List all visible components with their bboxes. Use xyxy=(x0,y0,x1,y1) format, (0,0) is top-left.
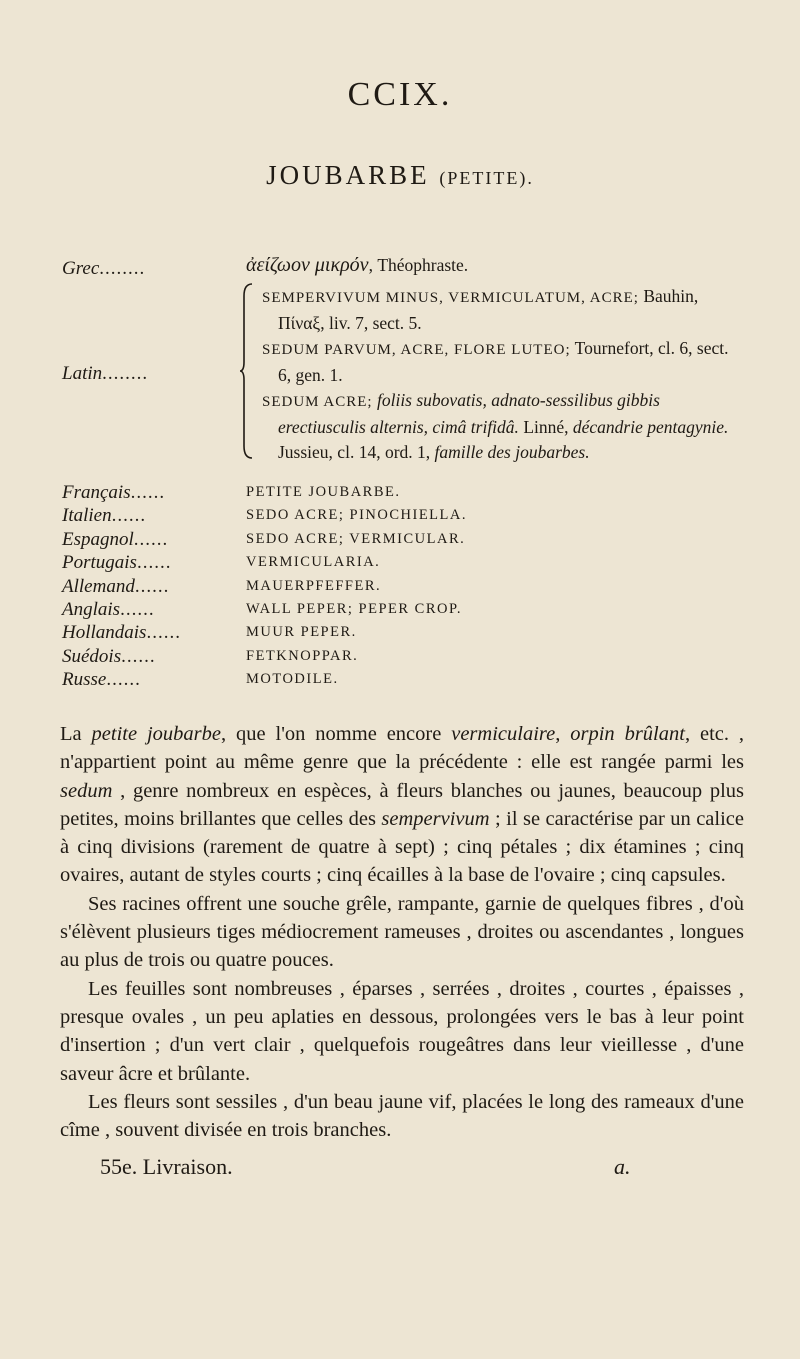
signature-mark: a. xyxy=(614,1154,631,1179)
latin-entry-italic: foliis subovatis, adnato-sessilibus gibbis erectiusculis alternis, cimâ trifidâ. xyxy=(278,390,660,437)
latin-entry-caps: SEMPERVIVUM MINUS, VERMICULATUM, ACRE; xyxy=(262,290,639,306)
vernacular-language: Allemand xyxy=(62,575,135,597)
title-qualifier: (PETITE). xyxy=(439,168,534,188)
latin-entry-italic: décandrie pentagynie. xyxy=(572,417,729,437)
paragraph xyxy=(60,890,744,975)
livraison-note: 55e. Livraison. xyxy=(100,1154,233,1179)
italic-term: sempervivum xyxy=(381,807,490,830)
vernacular-label-row: Hollandais...... xyxy=(62,622,181,644)
vernacular-language: Anglais xyxy=(62,599,121,620)
page-title xyxy=(0,160,800,191)
vernacular-name: MUUR PEPER. xyxy=(246,624,357,641)
plate-number: CCIX. xyxy=(347,76,453,113)
latin-entry-caps: SEDUM ACRE; xyxy=(262,394,373,410)
paragraph-text: Les feuilles sont nombreuses , éparses , serrées , droites , courtes , épaisses , presque ovales , un peu aplaties en dessous, prolongées vers le bas à leur point d'insertion ; d'un vert clair , quelquefois rougeâtres dans leur vieillesse , d'une saveur âcre et brûlante. xyxy=(60,977,744,1085)
vernacular-language: Portugais xyxy=(62,552,137,574)
greek-authority: Théophraste. xyxy=(377,255,469,275)
paragraph xyxy=(60,720,744,890)
greek-name: ἀείζωον μικρόν xyxy=(246,254,369,276)
vernacular-label-row: Russe...... xyxy=(62,669,141,691)
greek-value: ἀείζωον μικρόν, Théophraste. xyxy=(246,254,469,276)
latin-entry xyxy=(262,336,742,388)
latin-entry-text: Linné, xyxy=(518,417,573,437)
latin-entry xyxy=(262,388,742,465)
vernacular-label-row: Espagnol...... xyxy=(62,528,169,550)
paragraph-text: Les fleurs sont sessiles , d'un beau jaune vif, placées le long des rameaux d'une cîme , souvent divisée en trois branches. xyxy=(60,1090,744,1142)
italic-term: orpin brûlant xyxy=(570,723,685,745)
vernacular-language: Hollandais xyxy=(62,622,147,644)
vernacular-label-row: Français...... xyxy=(62,482,166,503)
italic-term: petite joubarbe xyxy=(91,723,221,745)
latin-entry-text: Bauhin, Πίναξ, liv. 7, sect. 5. xyxy=(278,286,699,333)
paragraph-text: , genre nombreux en espèces, à fleurs blanches ou jaunes, beaucoup plus petites, moins brillantes que celles des xyxy=(60,779,744,830)
latin-label: Latin xyxy=(62,363,103,384)
paragraph-text: ; il se caractérise par un calice à cinq divisions (rarement de quatre à sept) ; cinq pétales ; dix étamines ; cinq ovaires, autant de styles courts ; cinq écailles à la base de l'ovaire ; cinq capsules. xyxy=(60,807,744,887)
vernacular-label-row: Italien...... xyxy=(62,505,147,527)
latin-entry-text: Jussieu, cl. 14, ord. 1, xyxy=(278,442,435,462)
description-text xyxy=(60,720,744,1144)
vernacular-language: Suédois xyxy=(62,645,122,667)
latin-entry xyxy=(262,284,742,336)
latin-entry-italic: famille des joubarbes. xyxy=(434,442,590,462)
vernacular-name: MOTODILE. xyxy=(246,671,339,688)
italic-term: sedum xyxy=(60,779,113,802)
vernacular-label-row: Portugais...... xyxy=(62,552,172,574)
vernacular-name: WALL PEPER; PEPER CROP. xyxy=(246,601,463,617)
vernacular-name: VERMICULARIA. xyxy=(246,554,381,571)
latin-entry-text: Tournefort, cl. 6, sect. 6, gen. 1. xyxy=(278,338,729,385)
vernacular-language: Italien xyxy=(62,505,112,527)
title-main: JOUBARBE xyxy=(266,160,430,190)
paragraph-text: , que l'on nomme encore xyxy=(221,723,452,745)
paragraph xyxy=(60,975,744,1088)
paragraph xyxy=(60,1088,744,1145)
greek-label: Grec xyxy=(62,258,100,279)
italic-term: vermiculaire xyxy=(451,723,556,745)
vernacular-name: FETKNOPPAR. xyxy=(246,647,359,664)
vernacular-language: Français xyxy=(62,482,131,503)
paragraph-text: , xyxy=(555,723,571,745)
latin-entry-caps: SEDUM PARVUM, ACRE, FLORE LUTEO; xyxy=(262,342,571,358)
latin-brace xyxy=(240,282,254,460)
greek-label-row: Grec........ xyxy=(62,258,146,279)
vernacular-language: Russe xyxy=(62,669,107,691)
latin-synonyms xyxy=(262,284,742,465)
latin-label-row: Latin........ xyxy=(62,363,149,384)
vernacular-label-row: Allemand...... xyxy=(62,575,170,597)
vernacular-name: SEDO ACRE; PINOCHIELLA. xyxy=(246,507,467,524)
vernacular-label-row: Suédois...... xyxy=(62,645,156,667)
vernacular-name: SEDO ACRE; VERMICULAR. xyxy=(246,530,466,547)
vernacular-label-row: Anglais...... xyxy=(62,599,155,620)
paragraph-text: , etc. , n'appartient point au même genre que la précédente : elle est rangée parmi les xyxy=(60,723,745,774)
vernacular-language: Espagnol xyxy=(62,528,134,550)
paragraph-text: La xyxy=(60,723,92,745)
vernacular-name: PETITE JOUBARBE. xyxy=(246,484,401,500)
paragraph-text: Ses racines offrent une souche grêle, rampante, garnie de quelques fibres , d'où s'élèvent plusieurs tiges médiocrement rameuses , droites ou ascendantes , longues au plus de trois ou quatre pouces. xyxy=(60,892,744,972)
vernacular-name: MAUERPFEFFER. xyxy=(246,577,382,594)
